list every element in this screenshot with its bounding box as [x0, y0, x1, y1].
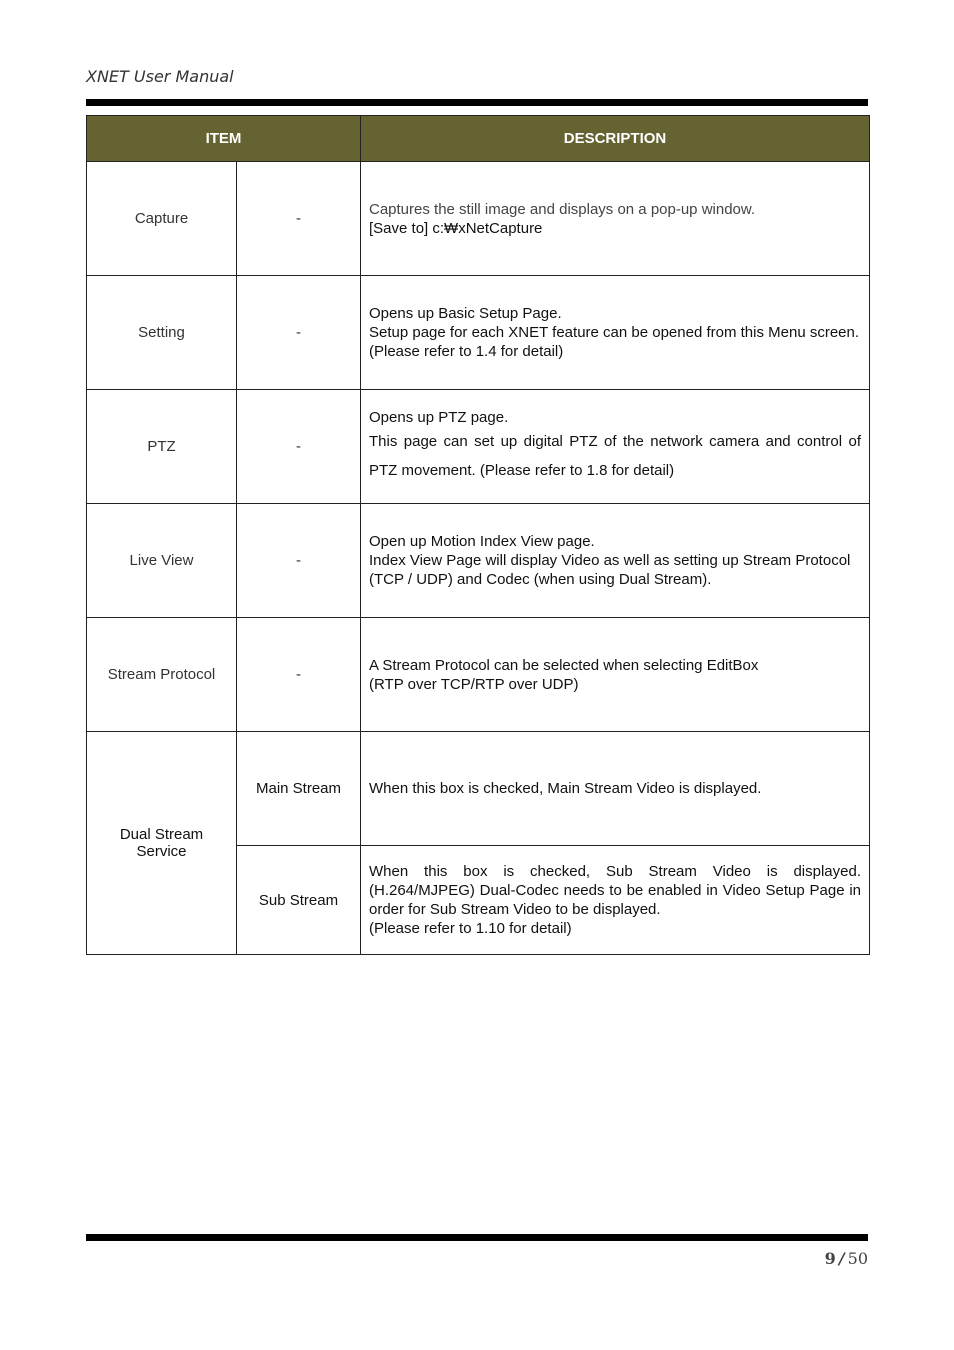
item-cell-dual-stream: Dual Stream Service: [87, 732, 237, 955]
header-item: ITEM: [87, 116, 361, 162]
description-line: [Save to] c:₩xNetCapture: [369, 219, 543, 237]
description-line: (Please refer to 1.10 for detail): [369, 920, 572, 937]
description-line: Opens up PTZ page.: [369, 409, 509, 426]
table-row-capture: [87, 162, 870, 276]
table-row-stream-protocol: [87, 618, 870, 732]
item-cell: Capture: [87, 162, 237, 276]
description-line: This page can set up digital PTZ of the network camera and control of PTZ movement. (Please refer to 1.8 for detail): [369, 433, 861, 479]
table-header-row: [87, 116, 870, 162]
sub-item-cell: -: [237, 390, 361, 504]
description-line: Index View Page will display Video as well as setting up Stream Protocol (TCP / UDP) and Codec (when using Dual Stream).: [369, 552, 851, 588]
description-line: (Please refer to 1.4 for detail): [369, 343, 564, 360]
menu-description-table: [86, 115, 870, 955]
page-separator: /: [838, 1249, 845, 1268]
item-cell: Stream Protocol: [87, 618, 237, 732]
sub-item-cell: -: [237, 162, 361, 276]
description-cell: [361, 618, 870, 732]
document-header-title: XNET User Manual: [86, 67, 234, 86]
description-line: Setup page for each XNET feature can be opened from this Menu screen.: [369, 324, 860, 341]
table-row-main-stream: [87, 732, 870, 846]
item-cell: Setting: [87, 276, 237, 390]
sub-item-cell: -: [237, 618, 361, 732]
table-row-setting: [87, 276, 870, 390]
description-cell: [361, 390, 870, 504]
current-page: 9: [824, 1249, 836, 1268]
item-cell: Live View: [87, 504, 237, 618]
page-number: [825, 1249, 868, 1268]
total-pages: 50: [847, 1249, 868, 1268]
table-row-live-view: [87, 504, 870, 618]
description-line: Captures the still image and displays on a pop-up window.: [369, 200, 756, 218]
description-line: When this box is checked, Sub Stream Video is displayed. (H.264/MJPEG) Dual-Codec needs to be enabled in Video Setup Page in order for Sub Stream Video to be displayed.: [369, 863, 861, 918]
footer-rule: [86, 1234, 868, 1241]
description-line: When this box is checked, Main Stream Video is displayed.: [369, 780, 762, 797]
description-line: (RTP over TCP/RTP over UDP): [369, 675, 579, 693]
header-description: DESCRIPTION: [361, 116, 870, 162]
description-line: Opens up Basic Setup Page.: [369, 305, 562, 322]
description-cell: [361, 276, 870, 390]
sub-item-cell: -: [237, 504, 361, 618]
description-line: Open up Motion Index View page.: [369, 533, 595, 550]
description-cell: [361, 732, 870, 846]
header-rule: [86, 99, 868, 106]
description-cell: [361, 504, 870, 618]
item-cell: PTZ: [87, 390, 237, 504]
description-line: A Stream Protocol can be selected when selecting EditBox: [369, 656, 759, 674]
sub-item-cell: Sub Stream: [237, 846, 361, 955]
table-row-ptz: [87, 390, 870, 504]
description-cell: [361, 162, 870, 276]
sub-item-cell: -: [237, 276, 361, 390]
sub-item-cell: Main Stream: [237, 732, 361, 846]
description-cell: [361, 846, 870, 955]
